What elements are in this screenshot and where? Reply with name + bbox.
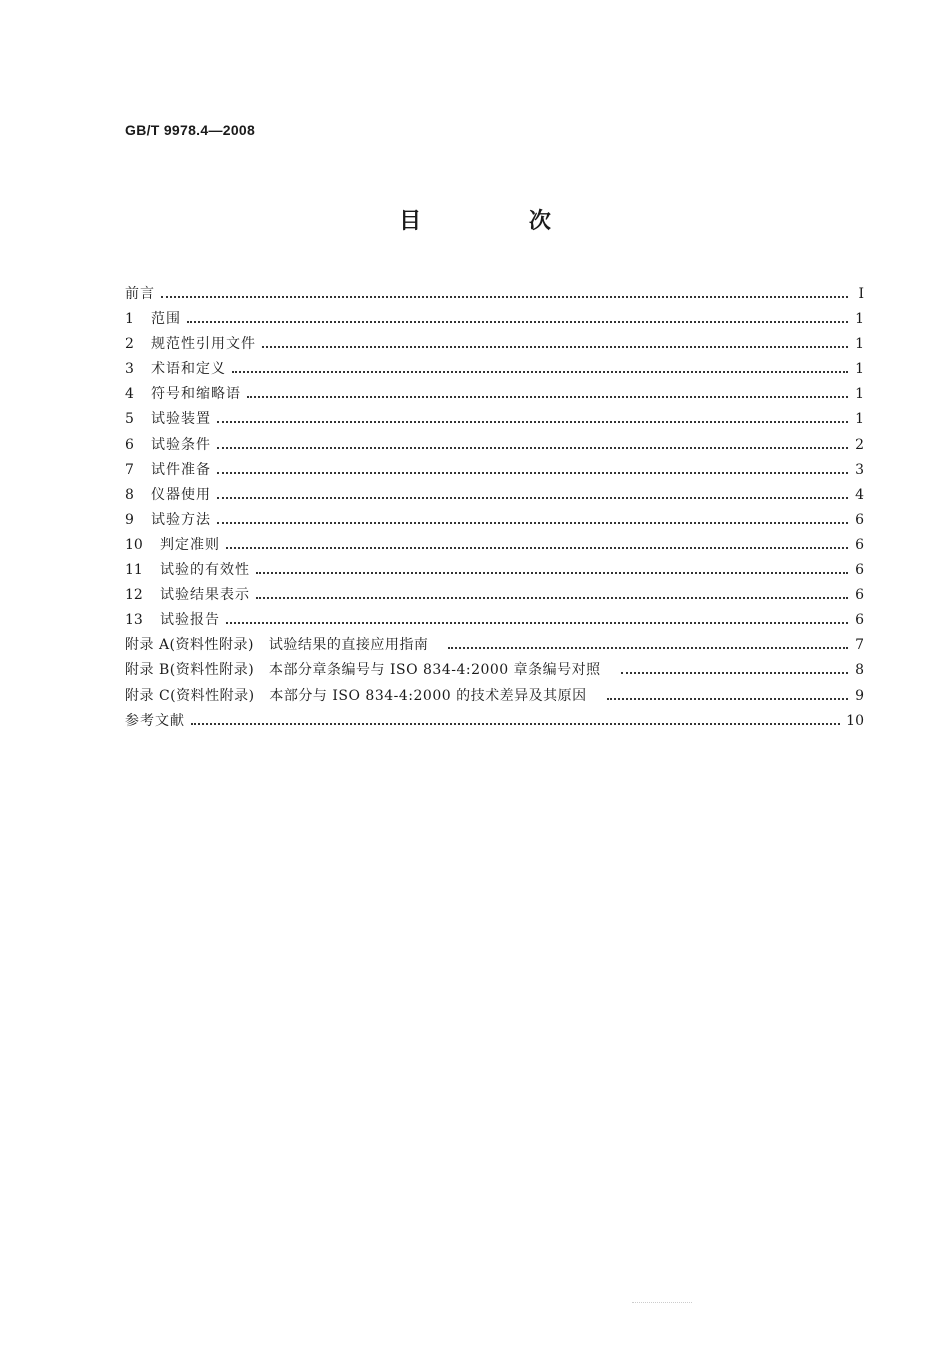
toc-entry-label [125, 308, 187, 328]
toc-page-number: 9 [855, 687, 864, 704]
toc-entry-number: 13 [125, 612, 143, 629]
toc-page-number: 7 [855, 637, 864, 654]
toc-entry-label [125, 509, 217, 529]
toc-entry-label [125, 408, 217, 428]
toc-leader-dots [217, 522, 848, 524]
toc-entry-normative-references[interactable] [125, 333, 864, 358]
toc-page-number: 3 [855, 461, 864, 478]
toc-entry-text: 试验方法 [151, 511, 211, 528]
scan-artifact-dots [632, 1302, 692, 1303]
toc-page-number: 10 [846, 712, 864, 729]
toc-entry-annex-a[interactable] [125, 634, 864, 659]
toc-leader-dots [217, 421, 848, 423]
toc-entry-label [125, 584, 256, 604]
toc-entry-label [125, 283, 161, 303]
toc-entry-number: 11 [125, 562, 143, 579]
toc-page-number: 1 [855, 311, 864, 328]
toc-entry-text: 前言 [125, 286, 155, 302]
toc-entry-text: 附录 C(资料性附录) 本部分与 ISO 834-4:2000 的技术差异及其原因 [125, 687, 587, 704]
toc-entry-label [125, 559, 256, 579]
toc-entry-test-conditions[interactable] [125, 434, 864, 459]
toc-entry-test-apparatus[interactable] [125, 408, 864, 433]
toc-entry-number: 6 [125, 436, 134, 453]
toc-leader-dots [448, 647, 848, 649]
toc-entry-text: 试验报告 [160, 612, 220, 629]
toc-entry-label [125, 609, 226, 629]
toc-entry-text: 判定准则 [160, 536, 220, 553]
toc-page-number: 6 [855, 511, 864, 528]
toc-entry-symbols-abbreviations[interactable] [125, 383, 864, 408]
toc-entry-text: 试件准备 [151, 461, 211, 478]
toc-entry-scope[interactable] [125, 308, 864, 333]
toc-leader-dots [217, 472, 848, 474]
toc-entry-number: 9 [125, 511, 134, 528]
toc-entry-label [125, 459, 217, 479]
toc-leader-dots [226, 622, 848, 624]
toc-entry-specimen-preparation[interactable] [125, 459, 864, 484]
toc-page-number: 1 [855, 386, 864, 403]
toc-entry-text: 附录 A(资料性附录) 试验结果的直接应用指南 [125, 637, 429, 654]
toc-entry-label [125, 685, 593, 705]
toc-entry-label [125, 659, 607, 679]
toc-page-number: 4 [855, 486, 864, 503]
toc-entry-test-method[interactable] [125, 509, 864, 534]
toc-entry-foreword[interactable] [125, 283, 864, 308]
toc-entry-annex-b[interactable] [125, 659, 864, 684]
toc-leader-dots [621, 672, 848, 674]
toc-entry-test-report[interactable] [125, 609, 864, 634]
toc-entry-label [125, 484, 217, 504]
toc-entry-number: 3 [125, 361, 134, 378]
toc-entry-text: 仪器使用 [151, 486, 211, 503]
toc-page-number: 6 [855, 536, 864, 553]
toc-leader-dots [226, 547, 848, 549]
toc-entry-text: 附录 B(资料性附录) 本部分章条编号与 ISO 834-4:2000 章条编号对照 [125, 662, 601, 679]
toc-page-number: 6 [855, 587, 864, 604]
toc-page-number: Ⅰ [858, 286, 864, 302]
toc-leader-dots [191, 723, 840, 725]
toc-page-number: 6 [855, 562, 864, 579]
toc-entry-number: 4 [125, 386, 134, 403]
toc-page-number: 1 [855, 361, 864, 378]
toc-entry-text: 参考文献 [125, 712, 185, 729]
toc-entry-text: 试验装置 [151, 411, 211, 428]
toc-leader-dots [256, 572, 848, 574]
toc-entry-number: 5 [125, 411, 134, 428]
toc-leader-dots [247, 396, 848, 398]
standard-code: GB/T 9978.4—2008 [125, 122, 256, 138]
toc-entry-expression-of-results[interactable] [125, 584, 864, 609]
table-of-contents [125, 283, 864, 735]
toc-entry-terms-definitions[interactable] [125, 358, 864, 383]
toc-entry-performance-criteria[interactable] [125, 534, 864, 559]
toc-leader-dots [217, 497, 848, 499]
toc-entry-validity[interactable] [125, 559, 864, 584]
toc-entry-label [125, 358, 232, 378]
toc-page-number: 6 [855, 612, 864, 629]
toc-leader-dots [217, 447, 848, 449]
toc-entry-label [125, 434, 217, 454]
toc-entry-instrumentation[interactable] [125, 484, 864, 509]
toc-entry-text: 规范性引用文件 [151, 336, 256, 353]
toc-leader-dots [607, 698, 848, 700]
toc-entry-number: 8 [125, 486, 134, 503]
toc-entry-text: 符号和缩略语 [151, 386, 241, 403]
toc-entry-text: 试验结果表示 [160, 587, 250, 604]
toc-page-number: 1 [855, 336, 864, 353]
toc-entry-label [125, 710, 191, 730]
toc-entry-text: 范围 [151, 311, 181, 328]
toc-leader-dots [161, 296, 848, 298]
toc-entry-label [125, 634, 434, 654]
toc-entry-label [125, 534, 226, 554]
toc-entry-text: 试验的有效性 [160, 562, 250, 579]
toc-leader-dots [232, 371, 848, 373]
toc-page-number: 8 [855, 662, 864, 679]
toc-page-number: 1 [855, 411, 864, 428]
toc-entry-label [125, 383, 247, 403]
toc-entry-number: 12 [125, 587, 143, 604]
toc-leader-dots [256, 597, 848, 599]
toc-entry-bibliography[interactable] [125, 710, 864, 735]
toc-entry-number: 10 [125, 536, 143, 553]
toc-entry-annex-c[interactable] [125, 685, 864, 710]
toc-entry-text: 术语和定义 [151, 361, 226, 378]
toc-entry-number: 1 [125, 311, 134, 328]
toc-title: 目 次 [399, 208, 601, 234]
toc-page-number: 2 [855, 436, 864, 453]
toc-leader-dots [262, 346, 848, 348]
toc-entry-text: 试验条件 [151, 436, 211, 453]
toc-entry-number: 2 [125, 336, 134, 353]
toc-entry-label [125, 333, 262, 353]
toc-leader-dots [187, 321, 848, 323]
toc-entry-number: 7 [125, 461, 134, 478]
